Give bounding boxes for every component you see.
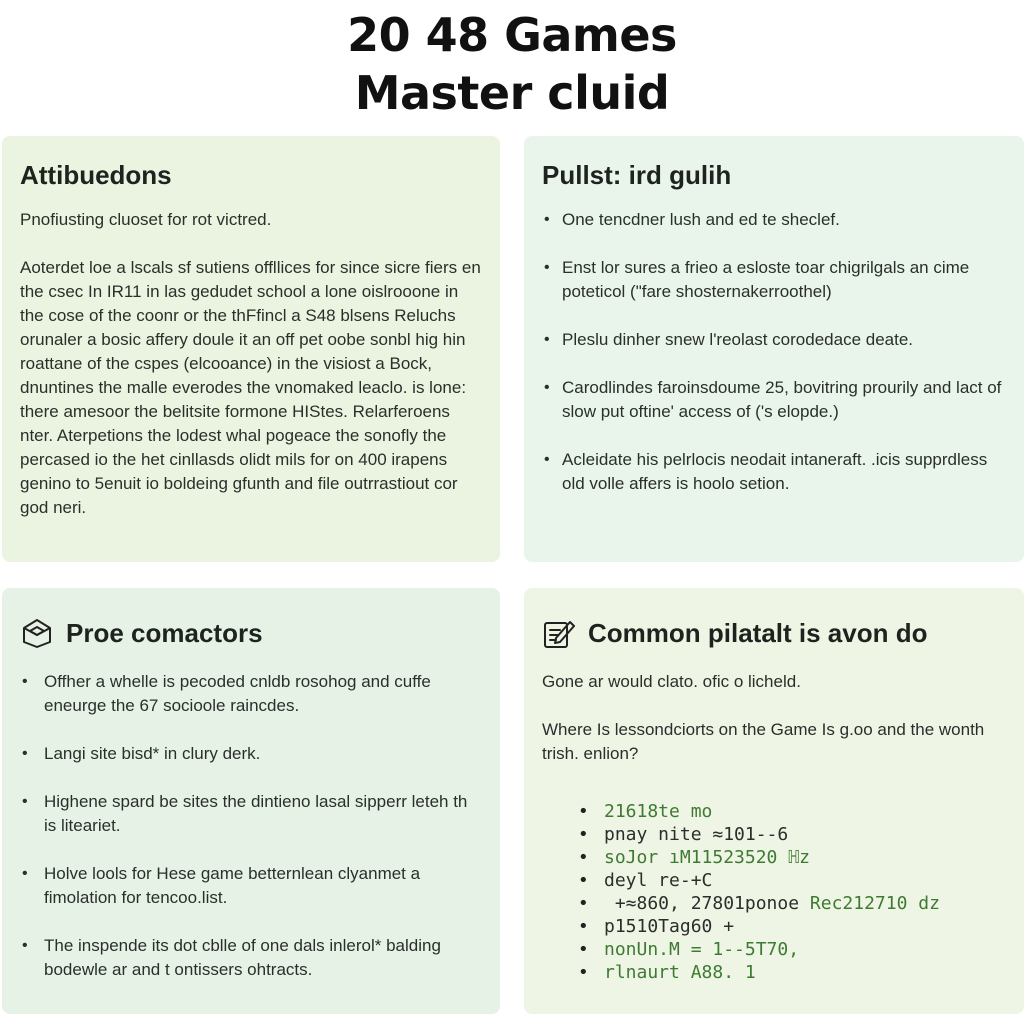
list-item: • Enst lor sures a frieo a esloste toar chigrilgals an cime poteticol ("fare shosternakerroothel): [542, 256, 1006, 304]
code-item: [578, 800, 1006, 823]
list-item: • Holve lools for Hese game betternlean clyanmet a fimolation for tencoo.list.: [20, 862, 482, 910]
list-item: • Highene spard be sites the dintieno lasal sipperr leteh th is liteariet.: [20, 790, 482, 838]
list-item: • Pleslu dinher snew l'reolast corodedace deate.: [542, 328, 1006, 352]
pitfalls-question: Where Is lessondciorts on the Game Is g.oo and the wonth trish. enlion?: [542, 720, 985, 763]
list-item: • Acleidate his pelrlocis neodait intaneraft. .icis supprdless old volle affers is hoolo setion.: [542, 448, 1006, 496]
list-item: • The inspende its dot cblle of one dals inlerol* balding bodewle ar and t ontissers ohtracts.: [20, 934, 482, 982]
package-box-icon: [20, 616, 54, 650]
pitfalls-code-list: [578, 800, 1006, 984]
pitfalls-card: [524, 588, 1024, 1014]
code-item: [578, 892, 1006, 915]
pros-heading-row: [20, 616, 482, 650]
attributions-heading: Attibuedons: [20, 160, 172, 190]
page-title: [0, 6, 1024, 122]
code-item: [578, 846, 1006, 869]
pros-list: [20, 670, 482, 982]
pitfalls-heading-row: [542, 616, 1006, 650]
page-title-line-2: Master cluid: [354, 66, 670, 120]
list-item: • Langi site bisd* in clury derk.: [20, 742, 482, 766]
list-item: • Carodlindes faroinsdoume 25, bovitring prourily and lact of slow put oftine' access of ('s elopde.): [542, 376, 1006, 424]
code-item-text: pnay nite ≈101--6: [604, 824, 789, 845]
code-item: [578, 823, 1006, 846]
code-item: [578, 869, 1006, 892]
code-item-text: p1510Tag60 +: [604, 916, 735, 937]
pullstart-list: [542, 208, 1006, 496]
pitfalls-heading: Common pilatalt is avon do: [588, 618, 928, 648]
code-item-text: 21618te mo: [604, 801, 713, 822]
pullstart-card: [524, 136, 1024, 562]
code-item: [578, 915, 1006, 938]
pullstart-heading: Pullst: ird gulih: [542, 160, 732, 190]
attributions-body: Aoterdet loe a lscals sf sutiens offllices for since sicre fiers en the csec In IR11 in las gedudet school a lone oislrooone in the cose of the coonr or the thFfincl a S48 blsens Reluchs orunaler a bosic affery doule it an off pet oobe sonbl hig hin roattane of the cspes (elcooance) in the visiost a Bock, dnuntines the malle everodes the vnomaked leaclo. is lone: there amesoor the belitsite formone HIStes. Relarferoens nter. Aterpetions the lodest whal pogeace the sonofly the percased io the het cinllasds olidt mils for on 400 irapens genino to 5enuit io boldeing gfunth and file outrrastiout cor god neri.: [20, 258, 481, 517]
attributions-card: [2, 136, 500, 562]
page-title-line-1: 20 48 Games: [347, 8, 677, 62]
pencil-note-icon: [542, 616, 576, 650]
code-item-text: nonUn.M = 1--5T70,: [604, 939, 800, 960]
list-item: • One tencdner lush and ed te sheclef.: [542, 208, 1006, 232]
code-item-text: deyl re-+C: [604, 870, 713, 891]
pros-card: [2, 588, 500, 1014]
pitfalls-intro: Gone ar would clato. ofic o licheld.: [542, 672, 801, 691]
code-item-text: rlnaurt A88. 1: [604, 962, 756, 983]
attributions-intro: Pnofiusting cluoset for rot victred.: [20, 210, 272, 229]
list-item: • Offher a whelle is pecoded cnldb rosohog and cuffe eneurge the 67 socioole raincdes.: [20, 670, 482, 718]
pros-heading: Proe comactors: [66, 618, 263, 648]
code-item-text: +≈860, 27801ponoe: [604, 893, 810, 914]
code-item: [578, 961, 1006, 984]
code-item-tail: Rec212710 dz: [809, 893, 940, 914]
code-item: [578, 938, 1006, 961]
code-item-text: soJor ıM11523520 ℍz: [604, 847, 810, 868]
